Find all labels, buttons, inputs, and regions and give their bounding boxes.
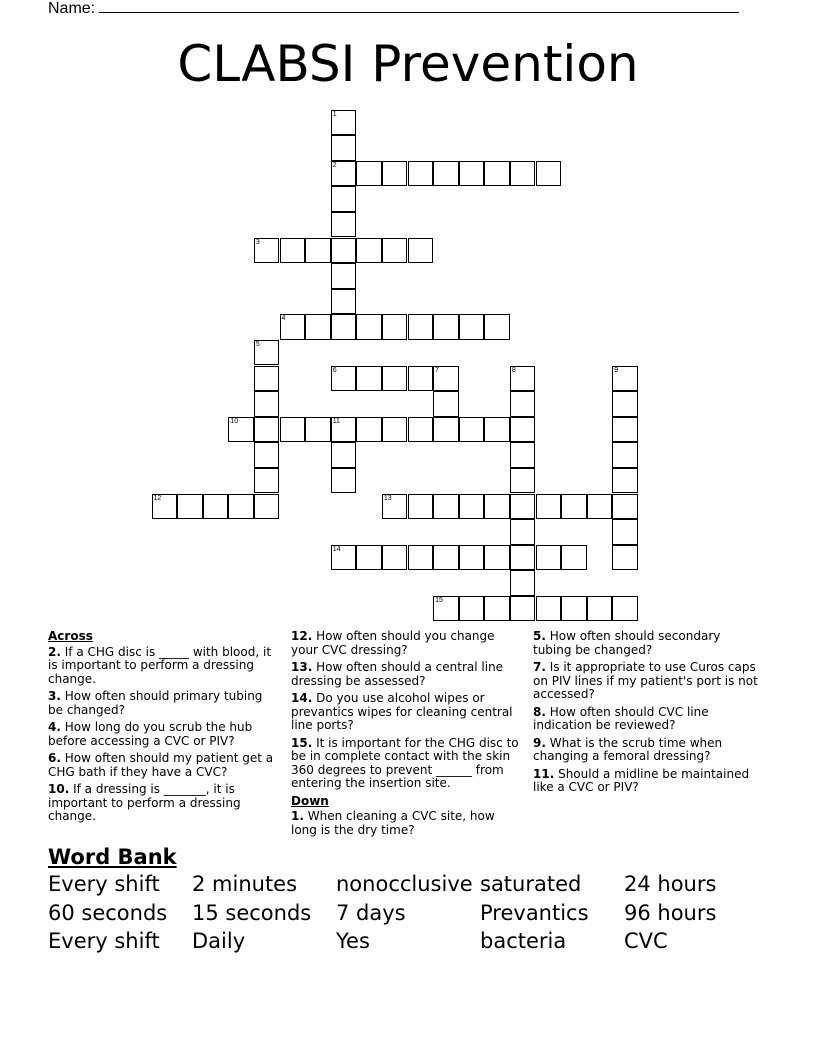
word-bank-item: saturated: [480, 872, 582, 896]
clue-text: How often should secondary tubing be changed?: [533, 629, 721, 657]
clue-text: If a CHG disc is _____ with blood, it is important to perform a dressing change.: [48, 644, 272, 686]
clue-text: It is important for the CHG disc to be in complete contact with the skin 360 degrees to prevent ______ from entering the insertion site.: [291, 735, 519, 790]
clues-column-2: [291, 630, 519, 841]
clue-text: Should a midline be maintained like a CVC or PIV?: [533, 766, 750, 794]
clue-number: 5: [255, 340, 260, 348]
crossword-cell[interactable]: [484, 314, 510, 340]
crossword-cell[interactable]: [510, 161, 536, 187]
crossword-cell[interactable]: [433, 596, 459, 622]
clue-text: How often should primary tubing be changed?: [48, 689, 263, 717]
crossword-cell[interactable]: [612, 519, 638, 545]
clue: [48, 646, 276, 687]
clue-number: 10: [230, 417, 239, 425]
crossword-cell[interactable]: [382, 545, 408, 571]
crossword-cell[interactable]: [305, 417, 331, 443]
clue-num: 11.: [533, 766, 555, 781]
clue-text: Is it appropriate to use Curos caps on PIV lines if my patient's port is not accessed?: [533, 660, 758, 701]
crossword-cell[interactable]: [254, 340, 280, 366]
clue: [48, 690, 276, 717]
crossword-cell[interactable]: [408, 366, 434, 392]
clue-number: 4: [281, 315, 286, 323]
crossword-cell[interactable]: [331, 135, 357, 161]
clue-text: How often should CVC line indication be reviewed?: [533, 704, 709, 732]
crossword-cell[interactable]: [331, 186, 357, 212]
crossword-cell[interactable]: [459, 545, 485, 571]
crossword-cell[interactable]: [536, 596, 562, 622]
crossword-cell[interactable]: [331, 263, 357, 289]
word-bank-item: Yes: [336, 929, 370, 953]
clue-text: If a dressing is _______, it is important to perform a dressing change.: [48, 782, 241, 823]
crossword-cell[interactable]: [612, 545, 638, 571]
crossword-cell[interactable]: [228, 417, 254, 443]
crossword-cell[interactable]: [510, 519, 536, 545]
clue-num: 3.: [48, 689, 61, 703]
crossword-cell[interactable]: [228, 494, 254, 520]
clue-num: 2.: [48, 644, 61, 659]
crossword-cell[interactable]: [484, 494, 510, 520]
crossword-cell[interactable]: [331, 442, 357, 468]
crossword-cell[interactable]: [433, 314, 459, 340]
crossword-cell[interactable]: [561, 545, 587, 571]
crossword-cell[interactable]: [459, 596, 485, 622]
clue: [533, 706, 761, 733]
clue: [291, 661, 519, 688]
clue-number: 3: [255, 238, 260, 246]
crossword-cell[interactable]: [254, 417, 280, 443]
clue: [291, 630, 519, 657]
crossword-cell[interactable]: [280, 238, 306, 264]
clue: [533, 630, 761, 657]
across-heading: Across: [48, 629, 93, 643]
crossword-cell[interactable]: [510, 417, 536, 443]
crossword-cell[interactable]: [382, 494, 408, 520]
crossword-cell[interactable]: [254, 468, 280, 494]
crossword-cell[interactable]: [331, 212, 357, 238]
crossword-cell[interactable]: [356, 314, 382, 340]
crossword-cell[interactable]: [612, 417, 638, 443]
crossword-cell[interactable]: [408, 314, 434, 340]
word-bank-item: Daily: [192, 929, 246, 953]
clue-text: When cleaning a CVC site, how long is the dry time?: [291, 809, 495, 837]
down-clue-list-continued: [533, 630, 761, 795]
clue-number: 2: [332, 161, 337, 169]
crossword-cell[interactable]: [356, 238, 382, 264]
clue-text: Do you use alcohol wipes or prevantics wipes for cleaning central line ports?: [291, 691, 513, 732]
crossword-cell[interactable]: [510, 442, 536, 468]
crossword-cell[interactable]: [587, 596, 613, 622]
crossword-cell[interactable]: [356, 545, 382, 571]
clues-column-1: [48, 630, 276, 828]
clue: [291, 692, 519, 733]
name-label: Name:: [48, 0, 96, 17]
crossword-cell[interactable]: [280, 314, 306, 340]
crossword-cell[interactable]: [433, 161, 459, 187]
clue: [48, 721, 276, 748]
across-clue-list: [48, 646, 276, 824]
crossword-cell[interactable]: [331, 545, 357, 571]
clue-number: 1: [332, 110, 337, 118]
clue: [533, 661, 761, 702]
word-bank-title: Word Bank: [48, 845, 177, 869]
crossword-cell[interactable]: [459, 494, 485, 520]
across-clue-list-continued: [291, 630, 519, 791]
crossword-cell[interactable]: [177, 494, 203, 520]
clue-text: How often should my patient get a CHG bath if they have a CVC?: [48, 751, 274, 779]
crossword-cell[interactable]: [612, 494, 638, 520]
crossword-cell[interactable]: [536, 545, 562, 571]
crossword-cell[interactable]: [305, 314, 331, 340]
crossword-cell[interactable]: [612, 596, 638, 622]
word-bank-item: 15 seconds: [192, 901, 312, 925]
crossword-cell[interactable]: [280, 417, 306, 443]
clue-num: 4.: [48, 720, 61, 734]
clue-num: 13.: [291, 660, 313, 674]
clue-text: How often should you change your CVC dressing?: [291, 629, 495, 657]
word-bank-item: 7 days: [336, 901, 406, 925]
crossword-cell[interactable]: [612, 391, 638, 417]
crossword-cell[interactable]: [536, 161, 562, 187]
crossword-cell[interactable]: [459, 314, 485, 340]
word-bank-item: Prevantics: [480, 901, 589, 925]
crossword-cell[interactable]: [382, 417, 408, 443]
crossword-cell[interactable]: [382, 161, 408, 187]
crossword-cell[interactable]: [331, 314, 357, 340]
crossword-cell[interactable]: [612, 442, 638, 468]
clue-number: 11: [332, 417, 340, 425]
clue-number: 7: [435, 366, 439, 374]
crossword-cell[interactable]: [561, 494, 587, 520]
crossword-cell[interactable]: [459, 161, 485, 187]
crossword-cell[interactable]: [484, 545, 510, 571]
clue-num: 15.: [291, 735, 313, 750]
crossword-cell[interactable]: [433, 366, 459, 392]
clue-number: 9: [614, 366, 619, 374]
clue-number: 15: [435, 596, 443, 604]
clue-text: How often should a central line dressing be assessed?: [291, 660, 504, 688]
crossword-cell[interactable]: [356, 161, 382, 187]
crossword-cell[interactable]: [382, 314, 408, 340]
crossword-cell[interactable]: [305, 238, 331, 264]
crossword-cell[interactable]: [331, 468, 357, 494]
clue-num: 10.: [48, 782, 70, 796]
crossword-cell[interactable]: [203, 494, 229, 520]
clue-number: 8: [511, 366, 516, 374]
crossword-cell[interactable]: [587, 494, 613, 520]
word-bank-item: Every shift: [48, 929, 160, 953]
crossword-cell[interactable]: [433, 391, 459, 417]
crossword-cell[interactable]: [254, 238, 280, 264]
clue: [533, 737, 761, 764]
crossword-cell[interactable]: [510, 545, 536, 571]
word-bank-item: Every shift: [48, 872, 160, 896]
crossword-cell[interactable]: [382, 366, 408, 392]
crossword-cell[interactable]: [408, 161, 434, 187]
word-bank-item: 60 seconds: [48, 901, 168, 925]
crossword-cell[interactable]: [612, 366, 638, 392]
crossword-cell[interactable]: [331, 366, 357, 392]
clue-num: 6.: [48, 751, 61, 765]
crossword-cell[interactable]: [331, 110, 357, 136]
clue-number: 13: [383, 494, 392, 502]
crossword-cell[interactable]: [459, 417, 485, 443]
crossword-cell[interactable]: [510, 391, 536, 417]
clue-num: 9.: [533, 735, 546, 750]
clue: [291, 810, 519, 837]
crossword-cell[interactable]: [433, 545, 459, 571]
crossword-cell[interactable]: [254, 442, 280, 468]
crossword-cell[interactable]: [510, 596, 536, 622]
crossword-cell[interactable]: [382, 238, 408, 264]
clue-num: 1.: [291, 809, 304, 823]
word-bank-item: bacteria: [480, 929, 567, 953]
crossword-cell[interactable]: [254, 366, 280, 392]
clue-number: 6: [332, 366, 337, 374]
crossword-cell[interactable]: [331, 417, 357, 443]
clue-num: 14.: [291, 691, 313, 705]
crossword-cell[interactable]: [331, 238, 357, 264]
page-title: CLABSI Prevention: [177, 35, 639, 93]
crossword-cell[interactable]: [433, 417, 459, 443]
crossword-cell[interactable]: [484, 161, 510, 187]
clue: [291, 737, 519, 791]
crossword-cell[interactable]: [408, 494, 434, 520]
crossword-cell[interactable]: [356, 366, 382, 392]
crossword-cell[interactable]: [356, 417, 382, 443]
word-bank-item: nonocclusive: [336, 872, 473, 896]
word-bank-item: 2 minutes: [192, 872, 298, 896]
crossword-cell[interactable]: [254, 494, 280, 520]
clue: [48, 752, 276, 779]
clue-num: 12.: [291, 629, 313, 643]
clue-num: 7.: [533, 660, 546, 674]
clue-num: 5.: [533, 629, 546, 643]
crossword-cell[interactable]: [254, 391, 280, 417]
crossword-cell[interactable]: [561, 596, 587, 622]
clue-number: 12: [153, 494, 162, 502]
crossword-cell[interactable]: [510, 494, 536, 520]
clue-text: How long do you scrub the hub before accessing a CVC or PIV?: [48, 720, 253, 748]
clues-column-3: [533, 630, 761, 799]
clue-text: What is the scrub time when changing a femoral dressing?: [533, 735, 723, 763]
clue-num: 8.: [533, 704, 546, 719]
crossword-cell[interactable]: [433, 494, 459, 520]
crossword-cell[interactable]: [408, 238, 434, 264]
crossword-cell[interactable]: [408, 545, 434, 571]
crossword-cell[interactable]: [612, 468, 638, 494]
crossword-cell[interactable]: [152, 494, 178, 520]
crossword-cell[interactable]: [484, 596, 510, 622]
crossword-cell[interactable]: [331, 161, 357, 187]
crossword-cell[interactable]: [510, 468, 536, 494]
crossword-cell[interactable]: [510, 570, 536, 596]
word-bank-item: 24 hours: [624, 872, 717, 896]
word-bank-item: 96 hours: [624, 901, 717, 925]
word-bank-item: CVC: [624, 929, 668, 953]
crossword-cell[interactable]: [536, 494, 562, 520]
crossword-cell[interactable]: [331, 289, 357, 315]
down-clue-list: [291, 810, 519, 837]
crossword-cell[interactable]: [484, 417, 510, 443]
clue: [533, 768, 761, 795]
clue-number: 14: [332, 545, 341, 553]
clue: [48, 783, 276, 824]
down-heading: Down: [291, 793, 329, 808]
crossword-cell[interactable]: [408, 417, 434, 443]
crossword-cell[interactable]: [510, 366, 536, 392]
